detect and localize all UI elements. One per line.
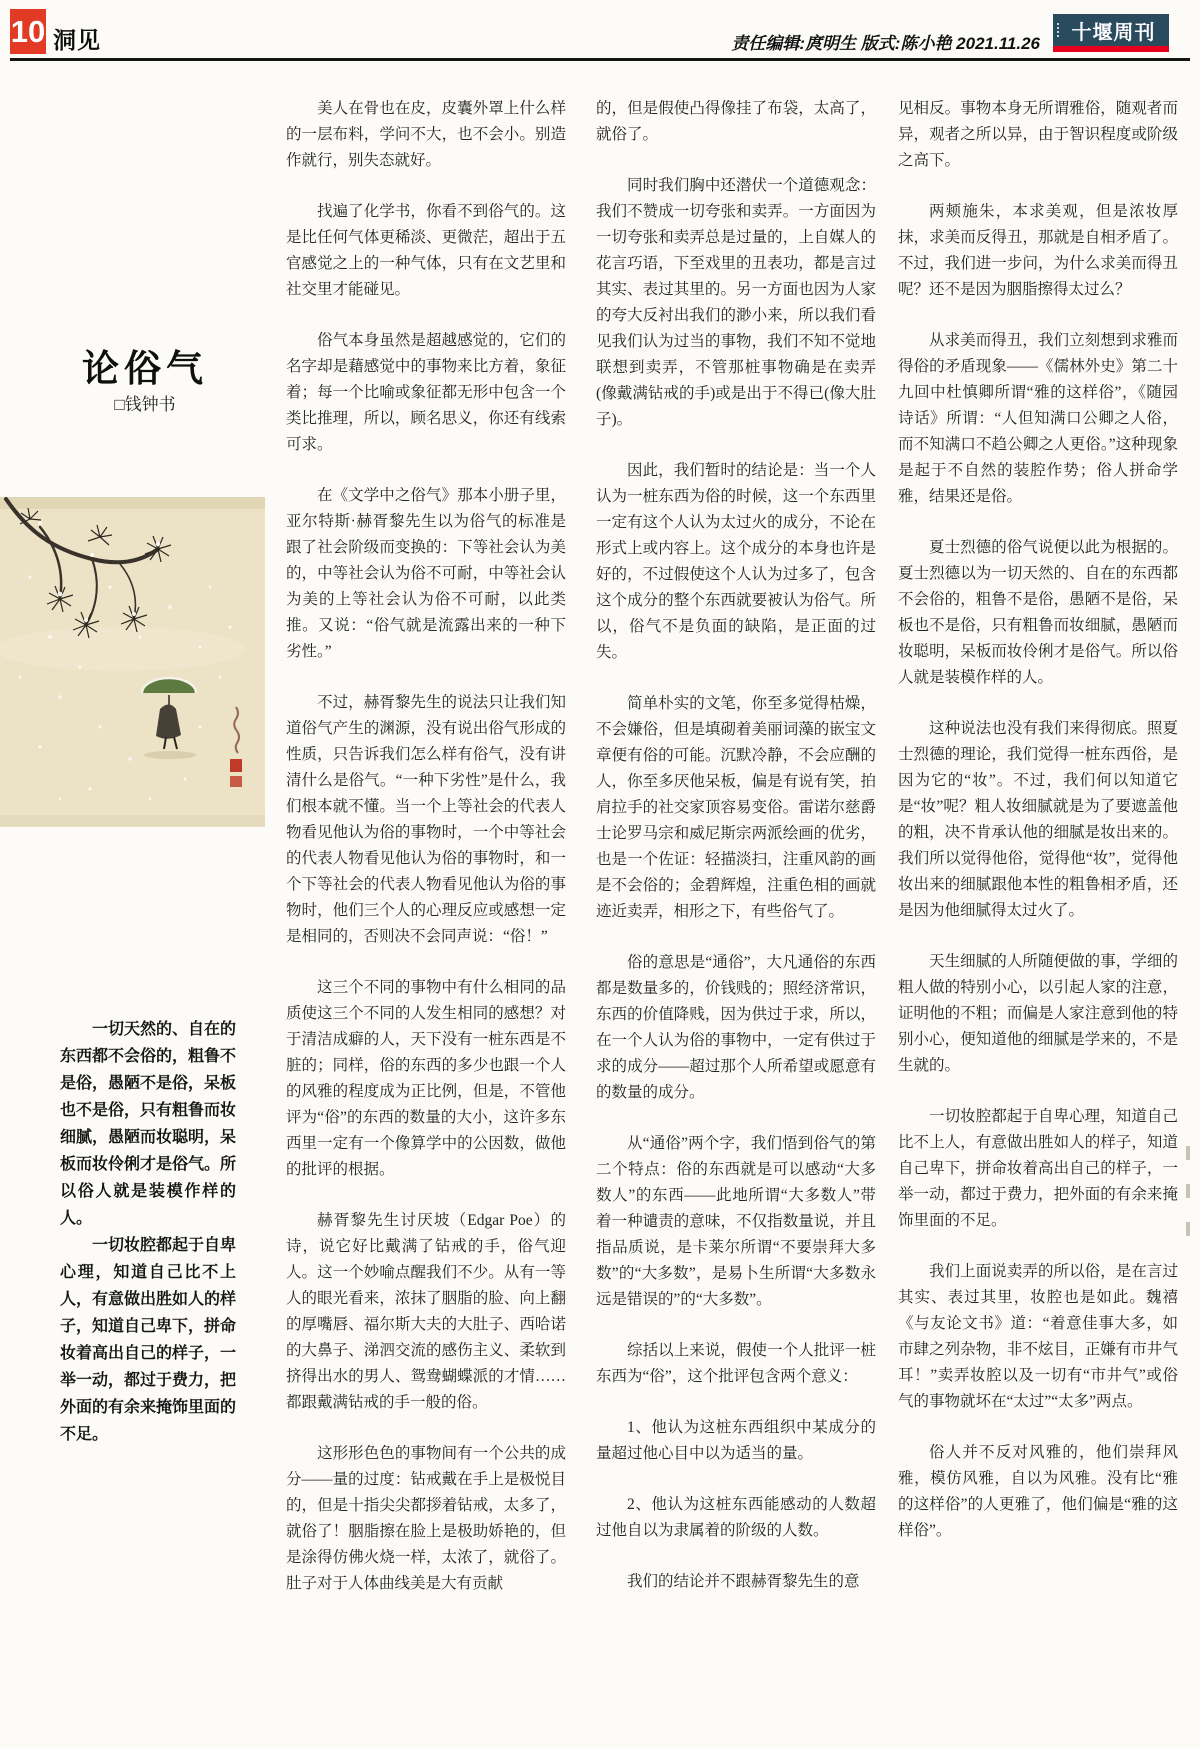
pull-quote — [60, 1016, 236, 1448]
paragraph: 见相反。事物本身无所谓雅俗，随观者而异，观者之所以异，由于智识程度或阶级之高下。 — [898, 100, 1178, 169]
paragraph: 一切妆腔都起于自卑心理，知道自己比不上人，有意做出胜如人的样子，知道自己卑下，拼命妆着高出自己的样子，一举一动，都过于费力，把外面的有余来掩饰里面的不足。 — [60, 1237, 237, 1443]
paragraph: 这种说法也没有我们来得彻底。照夏士烈德的理论，我们觉得一桩东西俗，是因为它的“妆”。不过，我们何以知道它是“妆”呢？粗人妆细腻就是为了要遮盖他的粗，决不肯承认他的细腻是妆出来的。我们所以觉得他俗，觉得他“妆”，觉得他妆出来的细腻跟他本性的粗鲁相矛盾，还是因为他细腻得太过火了。 — [898, 720, 1178, 919]
paragraph: 从“通俗”两个字，我们悟到俗气的第二个特点：俗的东西就是可以感动“大多数人”的东西——此地所谓“大多数人”带着一种谴责的意味，不仅指数量说，并且指品质说，是卡莱尔所谓“不要崇拜大多数”的“大多数”，是易卜生所谓“大多数永远是错误的”的“大多数”。 — [596, 1135, 876, 1308]
text-column-1 — [286, 96, 566, 1622]
paragraph: 1、他认为这桩东西组织中某成分的量超过他心目中以为适当的量。 — [596, 1419, 876, 1462]
editors-line: 责任编辑:庹明生 版式:陈小艳 2021.11.26 — [731, 34, 1040, 53]
paragraph: 一切天然的、自在的东西都不会俗的，粗鲁不是俗，愚陋不是俗，呆板也不是俗，只有粗鲁而妆细腻，愚陋而妆聪明，呆板而妆伶俐才是俗气。所以俗人就是装模作样的人。 — [60, 1021, 237, 1227]
ink-painting — [0, 497, 265, 827]
paragraph: 的，但是假使凸得像挂了布袋，太高了，就俗了。 — [596, 100, 876, 143]
paragraph: 两颊施朱，本求美观，但是浓妆厚抹，求美而反得丑，那就是自相矛盾了。不过，我们进一步问，为什么求美而得丑呢？还不是因为胭脂擦得太过么？ — [898, 203, 1178, 298]
paragraph: 在《文学中之俗气》那本小册子里，亚尔特斯·赫胥黎先生以为俗气的标准是跟了社会阶级而变换的：下等社会认为美的，中等社会认为俗不可耐，中等社会认为美的上等社会认为俗不可耐，以此类推。又说：“俗气就是流露出来的一种下劣性。” — [286, 487, 566, 660]
paragraph: 赫胥黎先生讨厌坡（Edgar Poe）的诗，说它好比戴满了钻戒的手，俗气迎人。这一个妙喻点醒我们不少。从有一等人的眼光看来，浓抹了胭脂的脸、向上翻的厚嘴唇、福尔斯大夫的大肚子、西哈诺的大鼻子、涕泗交流的感伤主义、柔软到挤得出水的男人、鸳鸯蝴蝶派的才情……都跟戴满钻戒的手一般的俗。 — [286, 1212, 566, 1411]
page-number-badge: 10 — [10, 9, 46, 54]
right-margin-marks — [1186, 1146, 1190, 1236]
masthead-red-bar — [1053, 46, 1169, 52]
article-title: 论俗气 — [82, 349, 208, 390]
paragraph: 找遍了化学书，你看不到俗气的。这是比任何气体更稀淡、更微茫，超出于五官感觉之上的一种气体，只有在文艺里和社交里才能碰见。 — [286, 203, 566, 298]
masthead-logo — [1053, 14, 1169, 46]
masthead-title: 十堰周刊 — [1071, 21, 1156, 44]
paragraph: 这形形色色的事物间有一个公共的成分——量的过度：钻戒戴在手上是极悦目的，但是十指尖尖都拶着钻戒，太多了，就俗了！胭脂擦在脸上是极助娇艳的，但是涂得仿佛火烧一样，太浓了，就俗了。肚子对于人体曲线美是大有贡献 — [286, 1445, 566, 1592]
article-author: □钱钟书 — [114, 395, 176, 414]
paragraph: 俗人并不反对风雅的，他们崇拜风雅，模仿风雅，自以为风雅。没有比“雅的这样俗”的人更雅了，他们偏是“雅的这样俗”。 — [898, 1444, 1178, 1539]
paragraph: 不过，赫胥黎先生的说法只让我们知道俗气产生的渊源，没有说出俗气形成的性质，只告诉我们怎么样有俗气，没有讲清什么是俗气。“一种下劣性”是什么，我们根本就不懂。当一个上等社会的代表人物看见他认为俗的事物时，一个中等社会的代表人物看见他认为俗的事物时，和一个下等社会的代表人物看见他认为俗的事物时，他们三个人的心理反应或感想一定是相同的，否则决不会同声说：“俗！” — [286, 694, 566, 945]
paragraph: 综括以上来说，假使一个人批评一桩东西为“俗”，这个批评包含两个意义： — [596, 1342, 876, 1385]
paragraph: 同时我们胸中还潜伏一个道德观念：我们不赞成一切夸张和卖弄。一方面因为一切夸张和卖弄总是过量的，上自媒人的花言巧语，下至戏里的丑表功，都是言过其实、表过其里的。另一方面也因为人家的夸大反衬出我们的渺小来，所以我们看见我们认为过当的事物，我们不知不觉地联想到卖弄，不管那桩事物确是在卖弄(像戴满钻戒的手)或是出于不得已(像大肚子)。 — [596, 177, 876, 428]
text-column-3 — [898, 96, 1178, 1569]
paragraph: 我们上面说卖弄的所以俗，是在言过其实、表过其里，妆腔也是如此。魏禧《与友论文书》道：“着意佳事大多，如市肆之列杂物，非不炫目，正嫌有市井气耳！”卖弄妆腔以及一切有“市井气”或俗气的事物就坏在“太过”“太多”两点。 — [898, 1263, 1178, 1410]
paragraph: 俗的意思是“通俗”，大凡通俗的东西都是数量多的，价钱贱的；照经济常识，东西的价值降贱，因为供过于求，所以，在一个人认为俗的事物中，一定有供过于求的成分——超过那个人所希望或愿意有的数量的成分。 — [596, 954, 876, 1101]
paragraph: 简单朴实的文笔，你至多觉得枯燥，不会嫌俗，但是填砌着美丽词藻的嵌宝文章便有俗的可能。沉默冷静，不会应酬的人，你至多厌他呆板，偏是有说有笑，拍肩拉手的社交家顶容易变俗。雷诺尔慈爵士论罗马宗和威尼斯宗两派绘画的优劣，也是一个佐证：轻描淡扫，注重风韵的画是不会俗的；金碧辉煌，注重色相的画就迹近卖弄，相形之下，有些俗气了。 — [596, 695, 876, 920]
paragraph: 俗气本身虽然是超越感觉的，它们的名字却是藉感觉中的事物来比方着，象征着；每一个比喻或象征都无形中包含一个类比推理，所以，顾名思义，你还有线索可求。 — [286, 332, 566, 453]
paragraph: 夏士烈德的俗气说便以此为根据的。夏士烈德以为一切天然的、自在的东西都不会俗的，粗鲁不是俗，愚陋不是俗，呆板也不是俗，只有粗鲁而妆细腻，愚陋而妆聪明，呆板而妆伶俐才是俗气。所以俗人就是装模作样的人。 — [898, 539, 1178, 686]
paragraph: 美人在骨也在皮，皮囊外罩上什么样的一层布料，学问不大，也不会小。别造作就行，别失态就好。 — [286, 100, 566, 169]
section-label: 洞见 — [53, 27, 101, 53]
paragraph: 从求美而得丑，我们立刻想到求雅而得俗的矛盾现象——《儒林外史》第二十九回中杜慎卿所谓“雅的这样俗”，《随园诗话》所谓：“人但知满口公卿之人俗，而不知满口不趋公卿之人更俗。”这种现象是起于不自然的装腔作势；俗人拼命学雅，结果还是俗。 — [898, 332, 1178, 505]
paragraph: 因此，我们暂时的结论是：当一个人认为一桩东西为俗的时候，这一个东西里一定有这个人认为太过火的成分，不论在形式上或内容上。这个成分的本身也许是好的，不过假使这个人认为过多了，包含这个成分的整个东西就要被认为俗气。所以，俗气不是负面的缺陷，是正面的过失。 — [596, 462, 876, 661]
header-rule — [10, 58, 1190, 61]
text-column-2 — [596, 96, 876, 1620]
paragraph: 我们的结论并不跟赫胥黎先生的意 — [627, 1573, 860, 1590]
paragraph: 一切妆腔都起于自卑心理，知道自己比不上人，有意做出胜如人的样子，知道自己卑下，拼命妆着高出自己的样子，一举一动，都过于费力，把外面的有余来掩饰里面的不足。 — [898, 1108, 1178, 1229]
paragraph: 2、他认为这桩东西能感动的人数超过他自以为隶属着的阶级的人数。 — [596, 1496, 876, 1539]
paragraph: 这三个不同的事物中有什么相同的品质使这三个不同的人发生相同的感想？对于清洁成癖的人，天下没有一桩东西是不脏的；同样，俗的东西的多少也跟一个人的风雅的程度成为正比例，但是，不管他评为“俗”的东西的数量的大小，这许多东西里一定有一个像算学中的公因数，做他的批评的根据。 — [286, 979, 566, 1178]
paragraph: 天生细腻的人所随便做的事，学细的粗人做的特别小心，以引起人家的注意，证明他的不粗；而偏是人家注意到他的特别小心，便知道他的细腻是学来的，不是生就的。 — [898, 953, 1178, 1074]
masthead-side-marks — [1057, 23, 1059, 37]
